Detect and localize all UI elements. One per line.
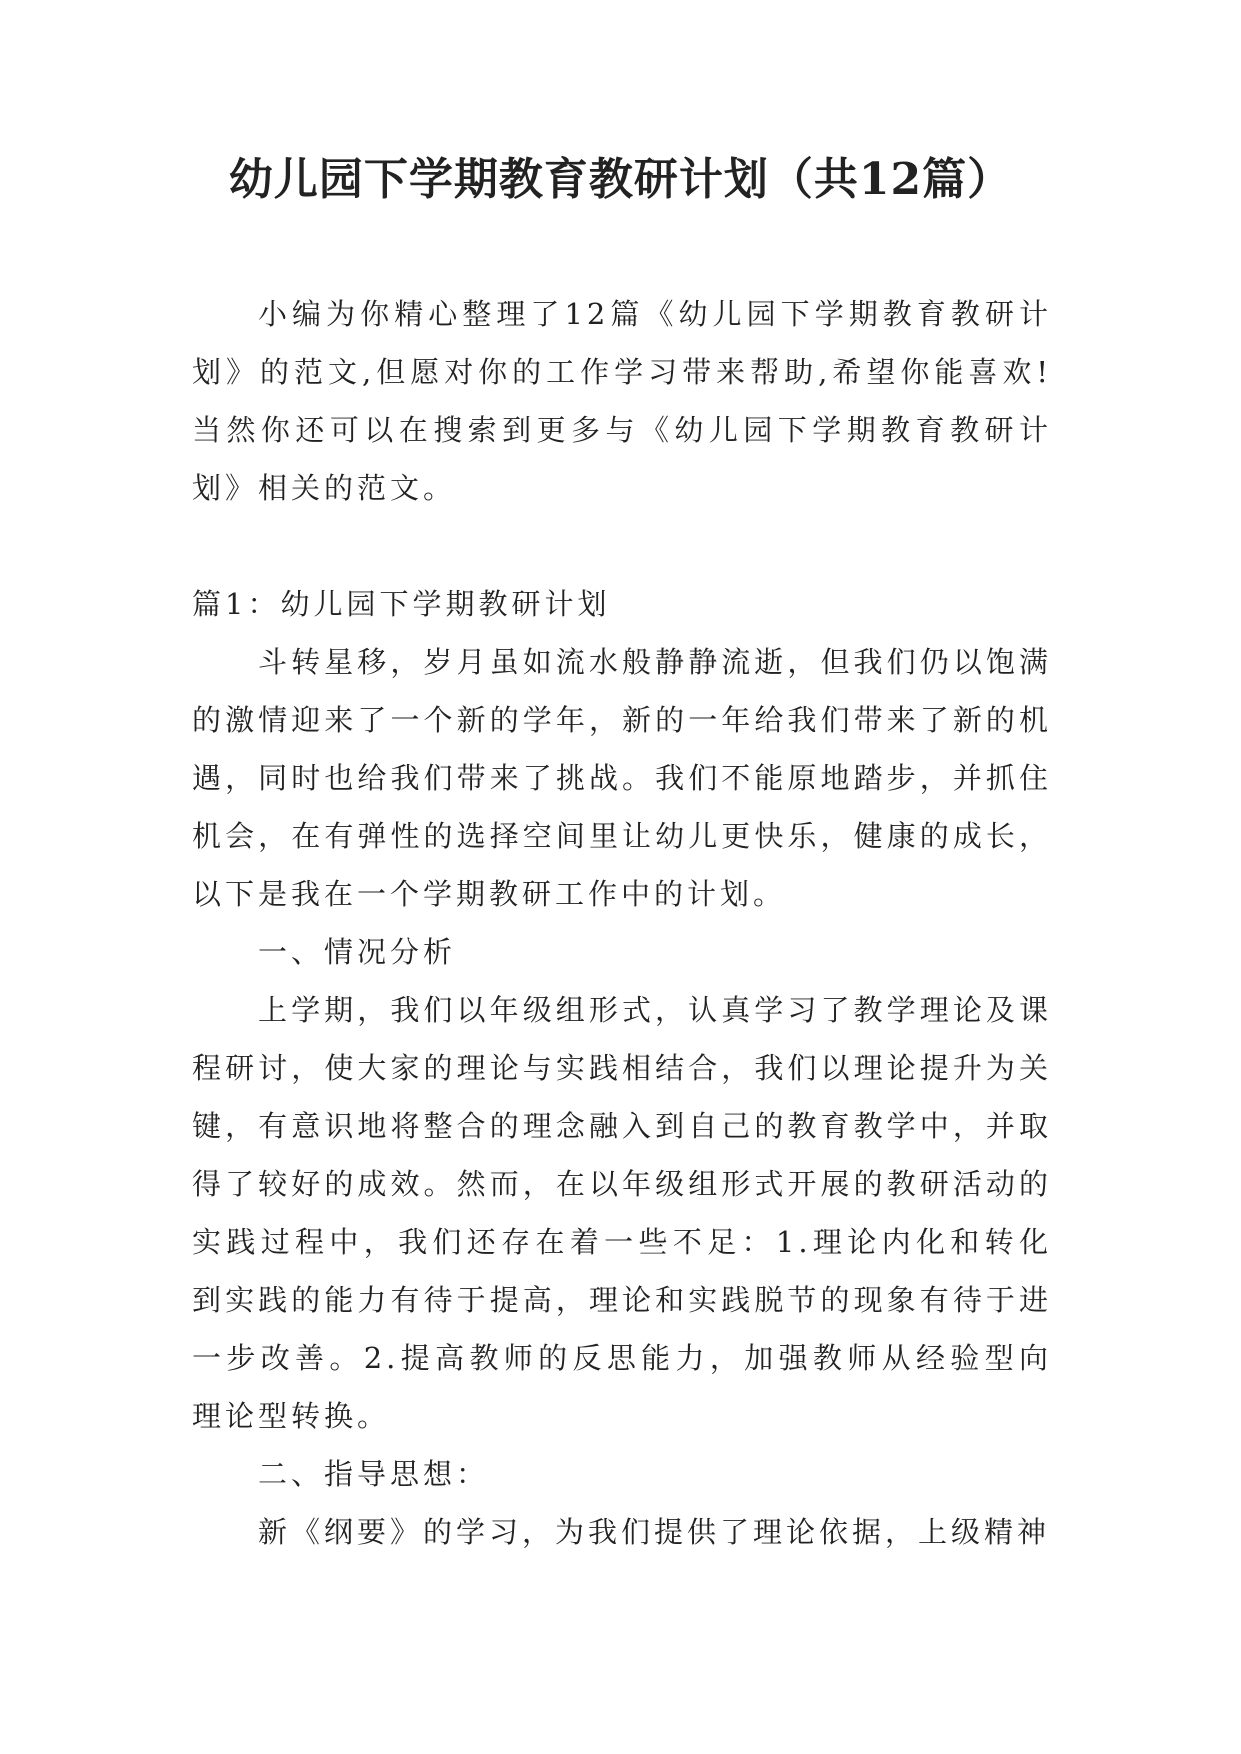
intro-paragraph: 小编为你精心整理了12篇《幼儿园下学期教育教研计划》的范文,但愿对你的工作学习带来帮助,希望你能喜欢!当然你还可以在搜索到更多与《幼儿园下学期教育教研计划》相关的范文。 (192, 297, 1052, 505)
subheading-situation-analysis: 一、情况分析 (258, 935, 457, 969)
document-title: 幼儿园下学期教育教研计划（共12篇） (228, 154, 1013, 205)
document-body (192, 285, 1052, 1561)
body-paragraph: 斗转星移，岁月虽如流水般静静流逝，但我们仍以饱满的激情迎来了一个新的学年，新的一年给我们带来了新的机遇，同时也给我们带来了挑战。我们不能原地踏步，并抓住机会，在有弹性的选择空间里让幼儿更快乐，健康的成长，以下是我在一个学期教研工作中的计划。 (192, 645, 1052, 911)
paragraph-gap (192, 517, 1052, 575)
section-heading: 篇1：幼儿园下学期教研计划 (192, 587, 611, 621)
body-paragraph: 新《纲要》的学习，为我们提供了理论依据，上级精神 (258, 1515, 1051, 1549)
subheading-guiding-ideology: 二、指导思想： (258, 1457, 490, 1491)
body-paragraph: 上学期，我们以年级组形式，认真学习了教学理论及课程研讨，使大家的理论与实践相结合，我们以理论提升为关键，有意识地将整合的理念融入到自己的教育教学中，并取得了较好的成效。然而，在以年级组形式开展的教研活动的实践过程中，我们还存在着一些不足：1.理论内化和转化到实践的能力有待于提高，理论和实践脱节的现象有待于进一步改善。2.提高教师的反思能力，加强教师从经验型向理论型转换。 (192, 993, 1052, 1433)
